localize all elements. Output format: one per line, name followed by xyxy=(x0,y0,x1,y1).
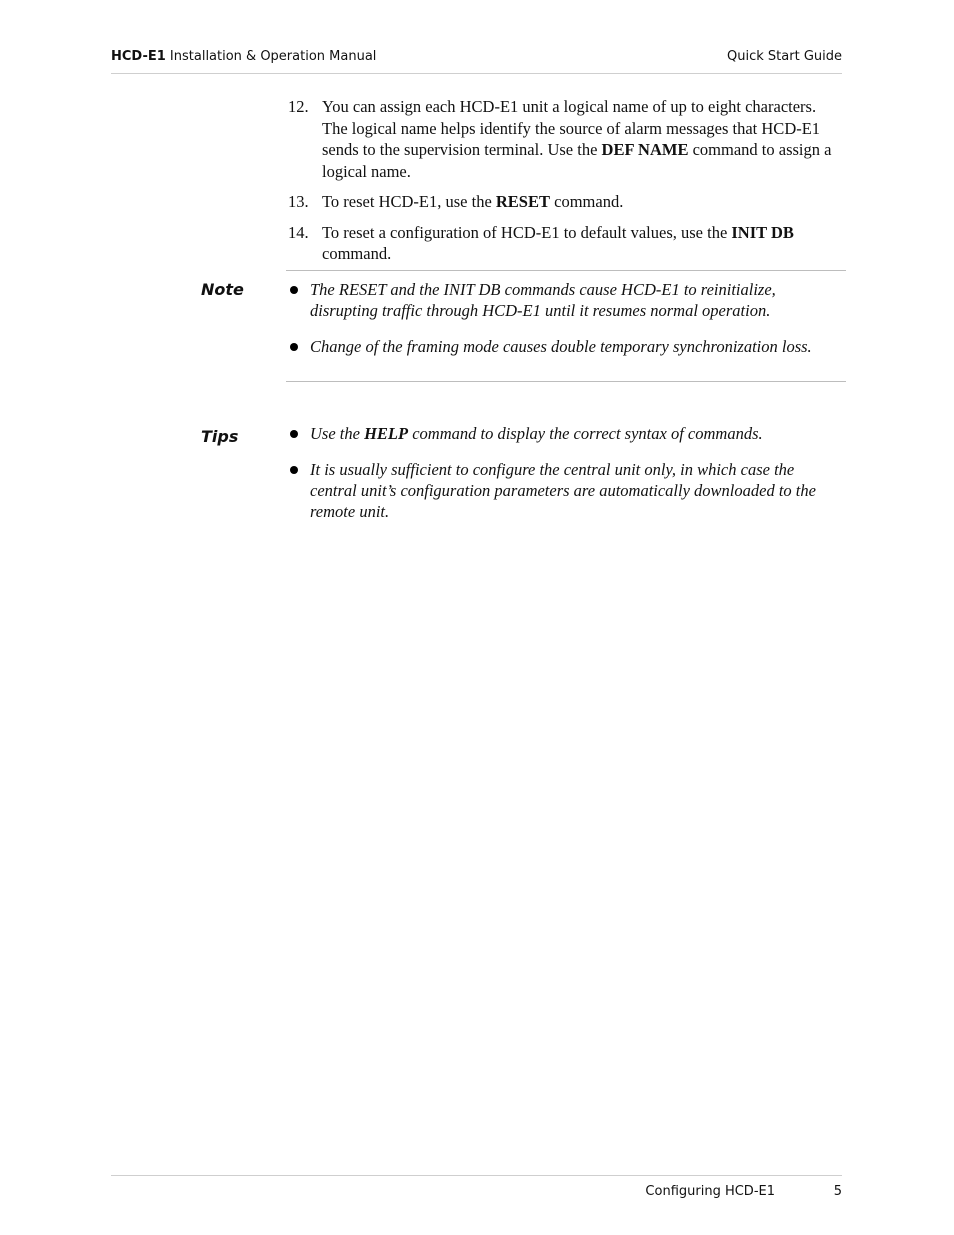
header-title xyxy=(111,49,376,64)
command-name: DEF NAME xyxy=(601,140,689,159)
header-manual: Installation & Operation Manual xyxy=(169,49,377,64)
bullet-icon xyxy=(290,343,298,351)
step-number: 12. xyxy=(288,97,309,116)
tip-item: Use the HELP command to display the correct syntax of commands. xyxy=(288,423,838,444)
command-name: RESET xyxy=(495,192,550,211)
header-product: HCD-E1 xyxy=(111,49,166,64)
step-13 xyxy=(288,191,840,213)
footer-section: Configuring HCD-E1 xyxy=(645,1184,775,1199)
note-list xyxy=(288,279,838,372)
tip-item: It is usually sufficient to configure the central unit only, in which case the central unit’s configuration parameters are automatically downloaded to the remote unit. xyxy=(288,459,838,522)
note-item: The RESET and the INIT DB commands cause HCD-E1 to reinitialize, disrupting traffic through HCD-E1 until it resumes normal operation. xyxy=(288,279,838,321)
page-header xyxy=(111,47,842,74)
step-text: To reset a configuration of HCD-E1 to default values, use the INIT DB command. xyxy=(322,222,794,263)
header-section: Quick Start Guide xyxy=(727,49,842,64)
page-number: 5 xyxy=(833,1184,842,1199)
procedure-steps xyxy=(288,96,840,274)
tips-list xyxy=(288,423,838,537)
step-text: You can assign each HCD-E1 unit a logical name of up to eight characters. The logical name helps identify the source of alarm messages that HCD-E1 sends to the supervision terminal. Use the DEF NAME command to assign a logical name. xyxy=(322,97,832,181)
step-number: 14. xyxy=(288,222,309,242)
bullet-icon xyxy=(290,430,298,438)
step-number: 13. xyxy=(288,192,309,211)
step-text: To reset HCD-E1, use the RESET command. xyxy=(322,192,624,211)
step-14 xyxy=(288,222,840,265)
bullet-icon xyxy=(290,286,298,294)
note-label: Note xyxy=(201,280,244,299)
command-name: INIT DB xyxy=(731,222,794,242)
page-footer xyxy=(111,1175,842,1206)
tips-label: Tips xyxy=(201,427,239,446)
bullet-icon xyxy=(290,466,298,474)
command-name: HELP xyxy=(364,424,409,443)
note-item: Change of the framing mode causes double temporary synchronization loss. xyxy=(288,336,838,357)
step-12 xyxy=(288,96,840,182)
